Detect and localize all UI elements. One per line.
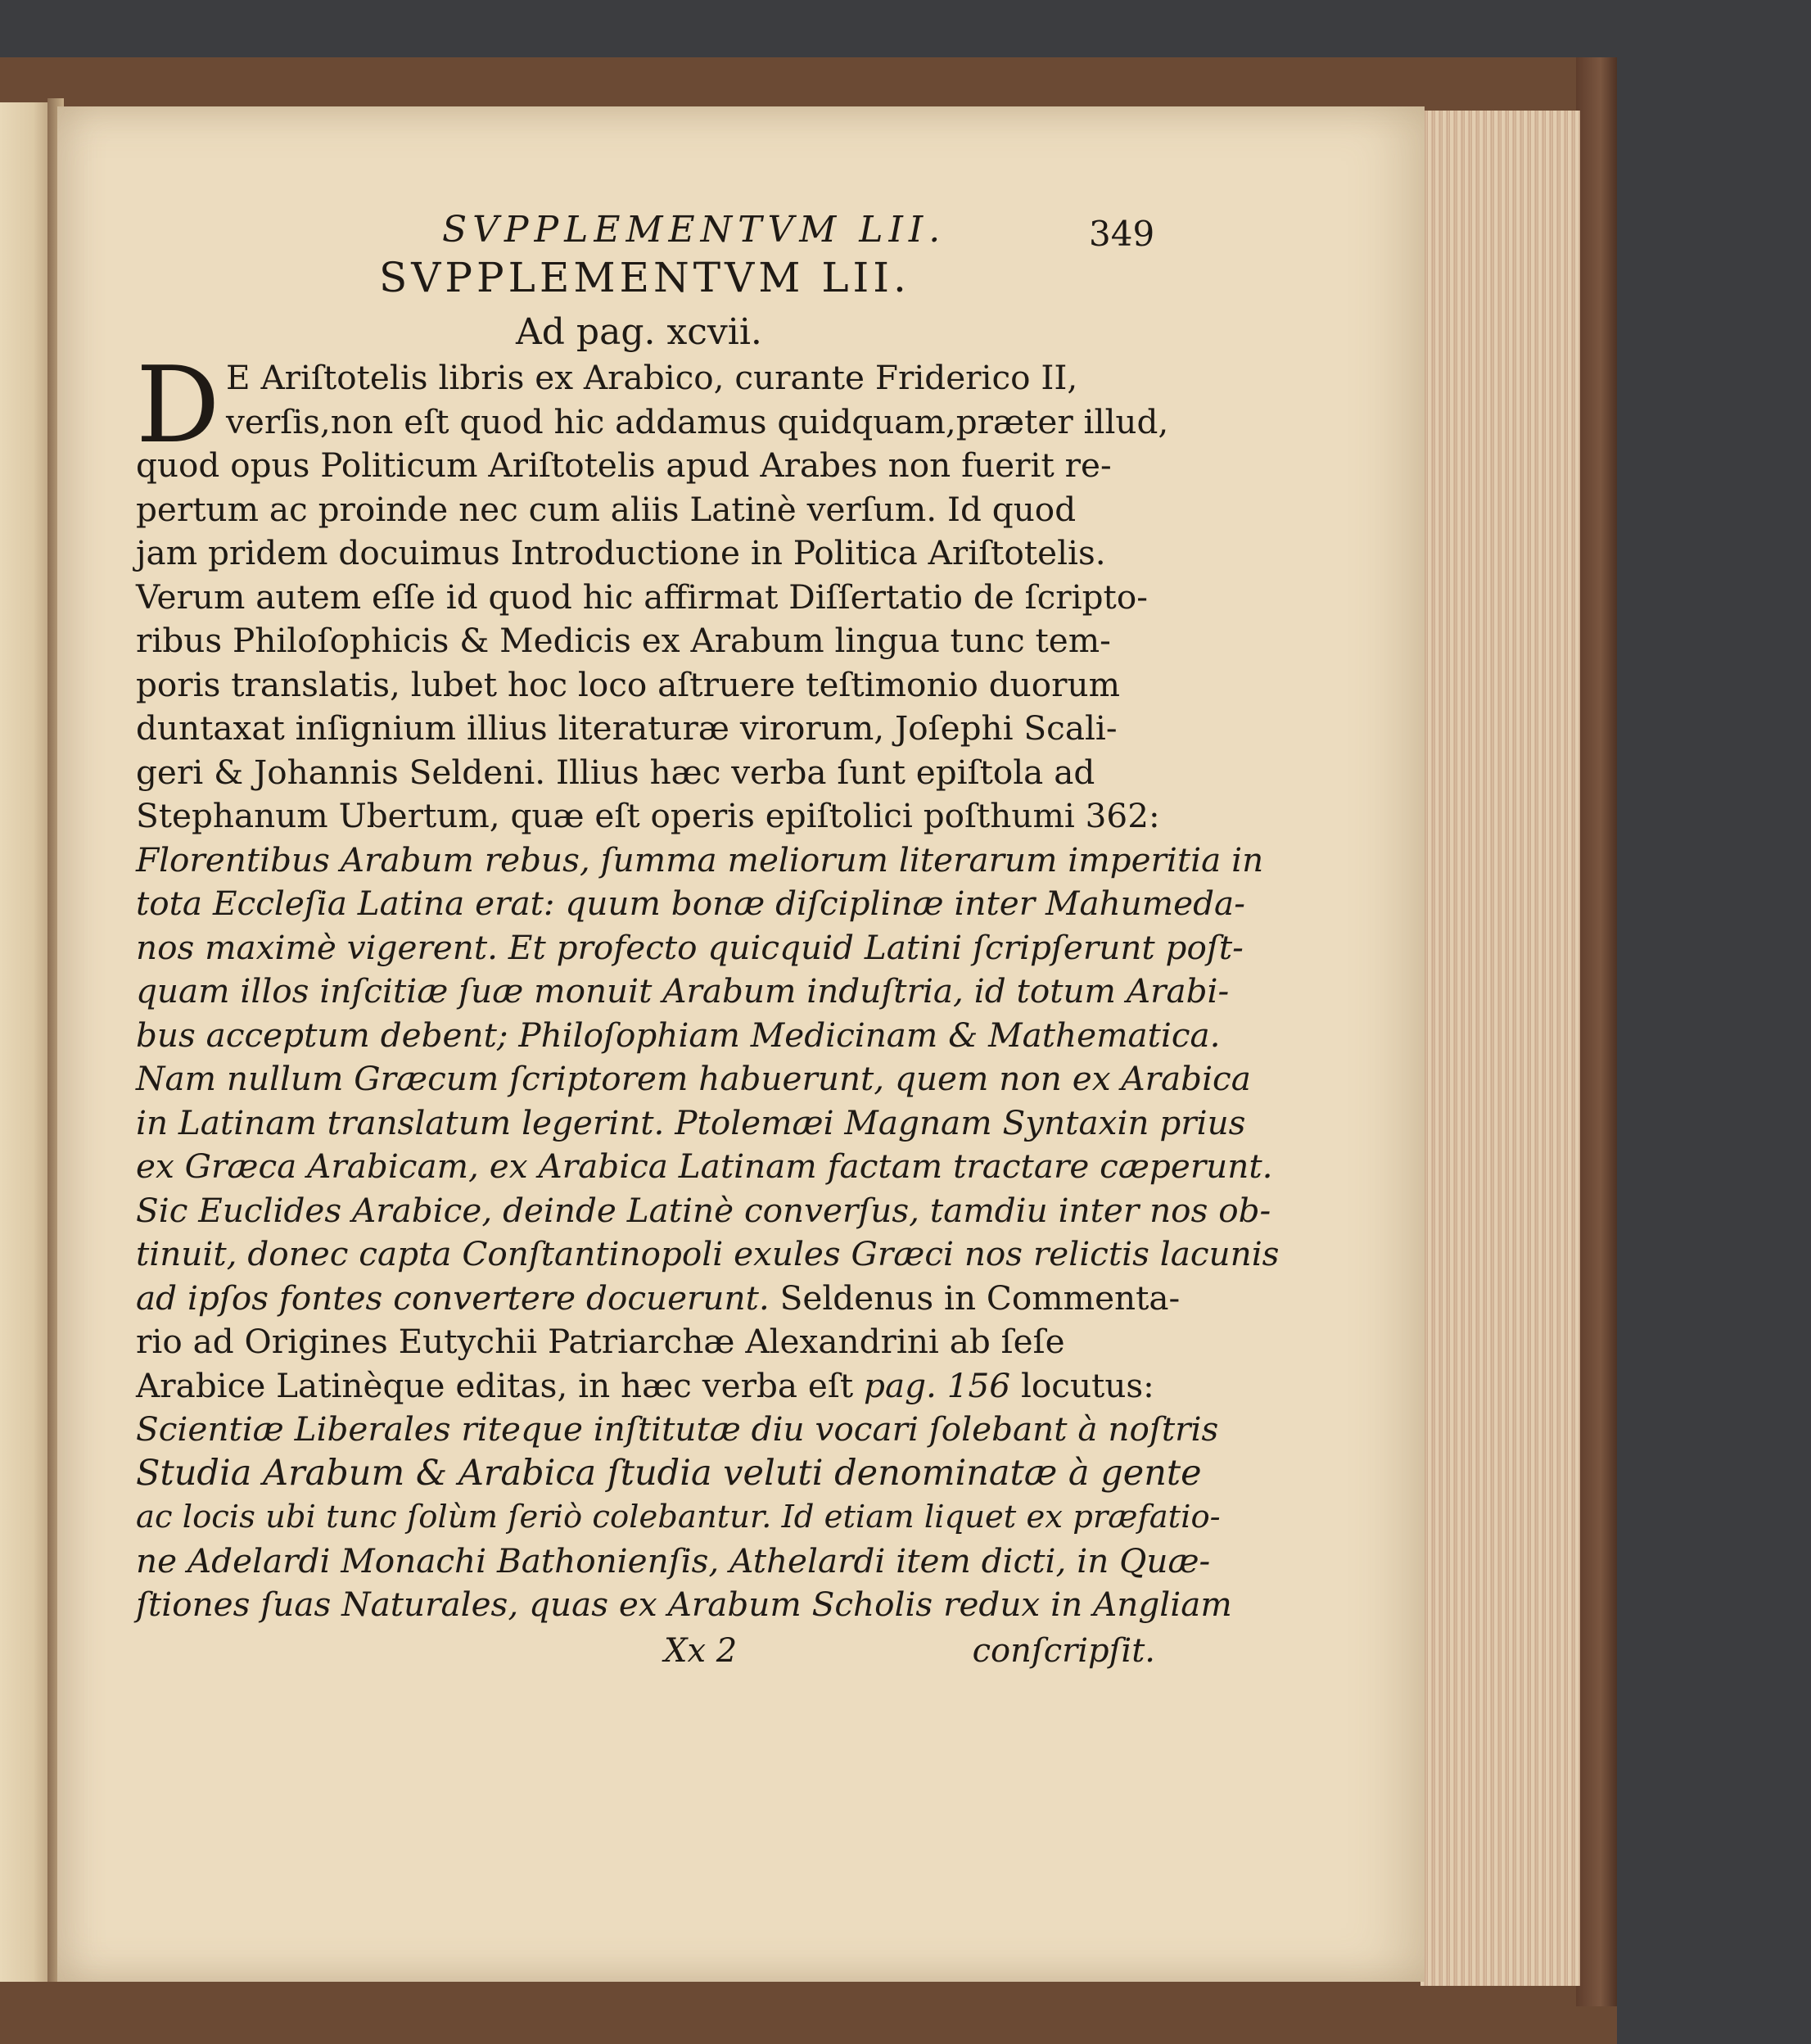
text-line: Stephanum Ubertum, quæ eſt operis epiſtolici poſthumi 362: bbox=[136, 796, 1160, 835]
quote-line: Nam nullum Græcum ſcriptorem habuerunt, quem non ex Arabica bbox=[136, 1059, 1251, 1098]
text-segment: locutus: bbox=[1020, 1365, 1154, 1405]
quote-line: ex Græca Arabicam, ex Arabica Latinam factam tractare cæperunt. bbox=[136, 1146, 1273, 1186]
cover-right-edge bbox=[1576, 57, 1617, 2006]
quote-line: Studia Arabum & Arabica ſtudia veluti denominatæ à gente bbox=[136, 1452, 1202, 1494]
text-line: poris translatis, lubet hoc loco aſtruere teſtimonio duorum bbox=[136, 664, 1120, 704]
text-line-mixed bbox=[136, 1364, 1155, 1409]
running-head: SVPPLEMENTVM LII. bbox=[442, 209, 946, 251]
text-line: jam pridem docuimus Introductione in Politica Ariſtotelis. bbox=[136, 533, 1106, 572]
quote-line: ac locis ubi tunc ſolùm ſeriò colebantur. Id etiam liquet ex præfatio- bbox=[136, 1499, 1221, 1535]
text-line: ribus Philoſophicis & Medicis ex Arabum lingua tunc tem- bbox=[136, 621, 1111, 660]
section-subtitle: Ad pag. xcvii. bbox=[516, 311, 762, 353]
text-line: geri & Johannis Seldeni. Illius hæc verba ſunt epiſtola ad bbox=[136, 752, 1095, 792]
text-line: E Ariſtotelis libris ex Arabico, curante Friderico II, bbox=[226, 358, 1078, 397]
book-page bbox=[57, 106, 1425, 1982]
signature-mark: Xx 2 bbox=[664, 1632, 738, 1670]
quote-line: tinuit, donec capta Conſtantinopoli exules Græci nos relictis lacunis bbox=[136, 1234, 1280, 1273]
text-line: quod opus Politicum Ariſtotelis apud Arabes non fuerit re- bbox=[136, 445, 1112, 485]
quote-line: quam illos inſcitiæ ſuæ monuit Arabum induſtria, id totum Arabi- bbox=[136, 971, 1230, 1011]
section-title: SVPPLEMENTVM LII. bbox=[379, 254, 910, 301]
page-reference: pag. 156 bbox=[864, 1365, 1011, 1405]
quote-end: ad ipſos fontes convertere docuerunt. bbox=[136, 1278, 770, 1318]
quote-line: Florentibus Arabum rebus, ſumma meliorum literarum imperitia in bbox=[136, 839, 1264, 880]
text-segment: Arabice Latinèque editas, in hæc verba eſt bbox=[136, 1365, 854, 1405]
text-line: verſis,non eſt quod hic addamus quidquam,præter illud, bbox=[226, 401, 1169, 441]
text-line: rio ad Origines Eutychii Patriarchæ Alexandrini ab ſeſe bbox=[136, 1322, 1065, 1361]
page-edges bbox=[1420, 111, 1580, 1986]
quote-line: Sic Euclides Arabice, deinde Latinè converſus, tamdiu inter nos ob- bbox=[136, 1190, 1271, 1230]
quote-line: bus acceptum debent; Philoſophiam Medicinam & Mathematica. bbox=[136, 1015, 1221, 1055]
quote-line: nos maximè vigerent. Et profecto quicquid Latini ſcripſerunt poſt- bbox=[136, 927, 1244, 967]
body-text bbox=[136, 345, 1280, 1670]
page-number: 349 bbox=[1089, 214, 1155, 254]
quote-line: ne Adelardi Monachi Bathonienſis, Athelardi item dicti, in Quæ- bbox=[136, 1540, 1211, 1580]
text-segment: Seldenus in Commenta- bbox=[779, 1278, 1181, 1318]
text-line: duntaxat inſignium illius literaturæ virorum, Joſephi Scali- bbox=[136, 708, 1118, 748]
quote-line: ſtiones ſuas Naturales, quas ex Arabum Scholis redux in Angliam bbox=[136, 1585, 1232, 1624]
quote-line: in Latinam translatum legerint. Ptolemæi Magnam Syntaxin prius bbox=[136, 1102, 1246, 1142]
drop-cap: D bbox=[136, 345, 220, 467]
text-line: Verum autem eſſe id quod hic affirmat Diſſertatio de ſcripto- bbox=[136, 577, 1148, 617]
text-line: pertum ac proinde nec cum aliis Latinè verſum. Id quod bbox=[136, 489, 1077, 529]
quote-line: Scientiæ Liberales riteque inſtitutæ diu vocari ſolebant à noſtris bbox=[136, 1409, 1219, 1449]
text-line-mixed bbox=[136, 1277, 1181, 1321]
catchword: conſcripſit. bbox=[972, 1632, 1155, 1670]
page-footer bbox=[136, 1630, 1155, 1679]
quote-line: tota Eccleſia Latina erat: quum bonæ diſciplinæ inter Mahumeda- bbox=[136, 884, 1245, 923]
